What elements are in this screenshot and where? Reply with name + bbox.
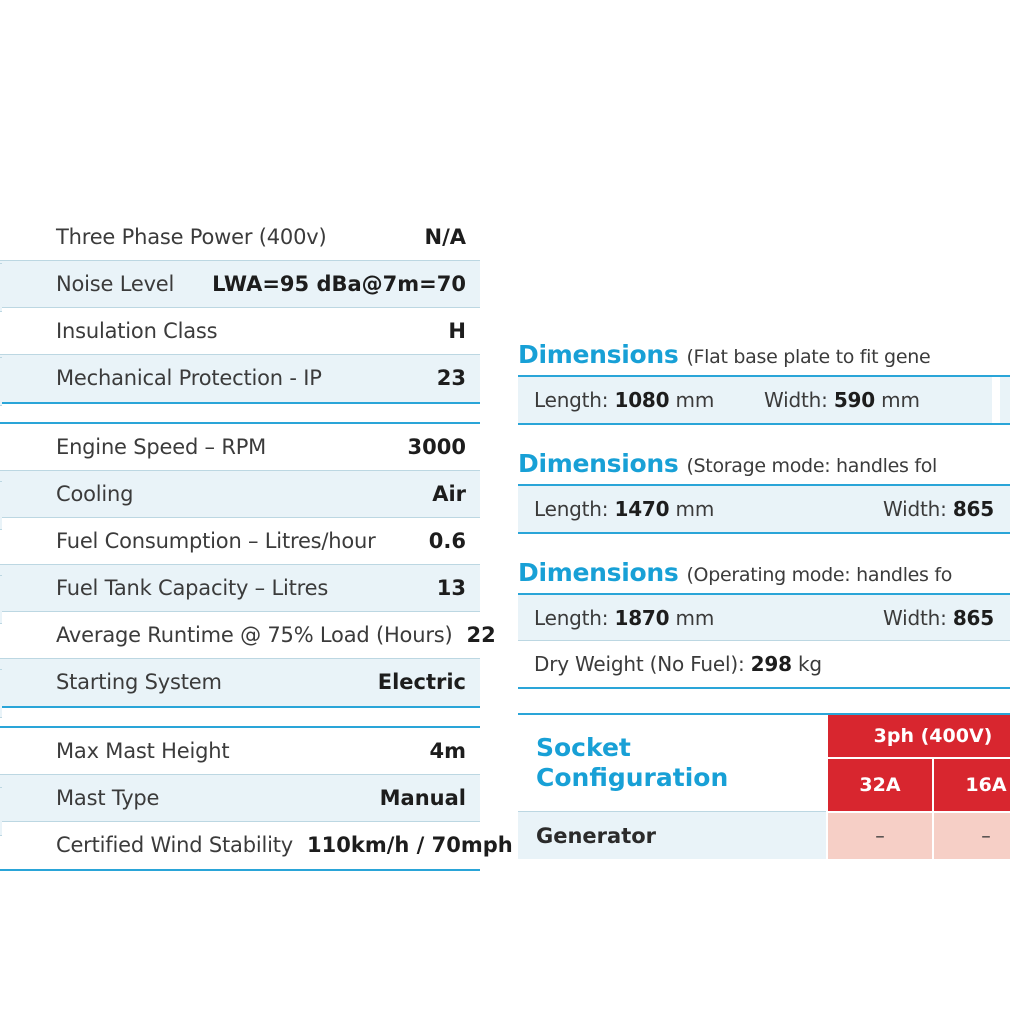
width-cell	[764, 606, 994, 630]
width-unit: mm	[881, 388, 920, 412]
specifications-table	[0, 214, 513, 889]
spec-label: Noise Level	[56, 272, 175, 296]
edge-stub	[0, 669, 2, 718]
socket-title-line2: Configuration	[536, 763, 729, 792]
spec-label: Three Phase Power (400v)	[56, 225, 327, 249]
socket-title-line1: Socket	[536, 733, 631, 762]
dimensions-title: Dimensions	[518, 449, 679, 478]
length-label: Length:	[534, 605, 609, 630]
dimensions-rows	[518, 593, 1010, 689]
length-cell	[534, 388, 764, 412]
spec-value: 23	[436, 366, 466, 390]
length-value: 1870	[614, 605, 670, 630]
spec-label: Fuel Consumption – Litres/hour	[56, 529, 376, 553]
spec-value: 0.6	[428, 529, 466, 553]
spec-label: Max Mast Height	[56, 739, 230, 763]
spec-value: 13	[436, 576, 466, 600]
spec-value: Electric	[377, 670, 466, 694]
spec-row	[0, 261, 480, 308]
length-unit: mm	[675, 388, 715, 412]
length-value: 1080	[614, 388, 670, 412]
spec-value: 110km/h / 70mph	[307, 833, 513, 857]
spec-row	[0, 355, 480, 402]
spec-row	[0, 518, 480, 565]
dimensions-heading	[518, 558, 1010, 593]
socket-configuration-table	[518, 713, 1010, 859]
dimensions-row	[518, 486, 1010, 532]
length-unit: mm	[675, 605, 715, 630]
dimensions-title: Dimensions	[518, 340, 679, 369]
length-label: Length:	[534, 497, 609, 521]
width-label: Width:	[764, 388, 828, 412]
spec-value: LWA=95 dBa@7m=70	[212, 272, 466, 296]
spec-group-engine	[0, 422, 496, 708]
socket-value-columns	[826, 715, 1010, 859]
spec-group-electrical	[0, 214, 480, 404]
socket-configuration-title	[518, 715, 826, 811]
width-value: 590	[833, 388, 875, 412]
spec-row	[0, 612, 496, 659]
socket-generator-values	[826, 811, 1010, 859]
length-label: Length:	[534, 388, 609, 412]
dimensions-subtitle: (Storage mode: handles fol	[686, 455, 938, 477]
width-value: 865	[952, 497, 994, 521]
spec-row	[0, 659, 480, 706]
edge-stub	[0, 263, 2, 312]
socket-value-16a: –	[932, 811, 1010, 859]
socket-amp-header-row	[826, 757, 1010, 811]
width-label: Width:	[883, 605, 947, 630]
dimensions-row	[518, 641, 1010, 687]
edge-stub	[0, 575, 2, 624]
spec-label: Starting System	[56, 670, 222, 694]
spec-label: Certified Wind Stability	[56, 833, 294, 857]
dry-weight-unit: kg	[798, 652, 822, 676]
dimensions-subtitle: (Operating mode: handles fo	[686, 564, 953, 586]
socket-row-label-generator: Generator	[518, 811, 826, 859]
dimensions-subtitle: (Flat base plate to fit gene	[686, 346, 931, 368]
spec-row	[0, 728, 480, 775]
dimensions-block-flat-base	[518, 340, 1010, 425]
spec-label: Mechanical Protection - IP	[56, 366, 322, 390]
length-cell	[534, 497, 764, 521]
dimensions-heading	[518, 449, 1010, 484]
spec-value: 4m	[429, 739, 466, 763]
spec-value: 3000	[407, 435, 466, 459]
spec-label: Mast Type	[56, 786, 160, 810]
socket-phase-header: 3ph (400V)	[826, 715, 1010, 757]
edge-stub	[0, 787, 2, 836]
width-cell	[764, 388, 994, 412]
spec-row	[0, 565, 480, 612]
spec-row	[0, 308, 480, 355]
column-gap	[992, 377, 1000, 423]
spec-label: Average Runtime @ 75% Load (Hours)	[56, 623, 453, 647]
spec-label: Engine Speed – RPM	[56, 435, 267, 459]
dry-weight-value: 298	[750, 652, 792, 676]
width-cell	[764, 497, 994, 521]
dry-weight-cell	[534, 652, 822, 676]
spec-value: H	[448, 319, 466, 343]
spec-value: Manual	[379, 786, 466, 810]
spec-value: N/A	[424, 225, 466, 249]
dry-weight-label: Dry Weight (No Fuel):	[534, 652, 745, 676]
width-label: Width:	[883, 497, 947, 521]
dimensions-row	[518, 595, 1010, 641]
socket-amp-16a: 16A	[932, 757, 1010, 811]
spec-row	[0, 471, 480, 518]
dimensions-row	[518, 377, 1010, 423]
spec-group-mast	[0, 726, 513, 871]
length-unit: mm	[675, 497, 715, 521]
spec-row	[0, 214, 480, 261]
spec-row	[0, 822, 513, 869]
length-cell	[534, 606, 764, 630]
socket-label-column	[518, 715, 826, 859]
edge-stub	[0, 357, 2, 406]
socket-value-32a: –	[826, 811, 932, 859]
width-value: 865	[952, 605, 994, 630]
spec-value: Air	[432, 482, 466, 506]
dimensions-rows	[518, 375, 1010, 425]
edge-stub	[0, 481, 2, 530]
dimensions-and-sockets	[518, 340, 1010, 859]
spec-label: Cooling	[56, 482, 134, 506]
spec-row	[0, 775, 480, 822]
spec-label: Insulation Class	[56, 319, 218, 343]
dimensions-heading	[518, 340, 1010, 375]
spec-value: 22	[466, 623, 496, 647]
dimensions-title: Dimensions	[518, 558, 679, 587]
dimensions-block-storage-mode	[518, 449, 1010, 534]
spec-row	[0, 424, 480, 471]
spec-label: Fuel Tank Capacity – Litres	[56, 576, 329, 600]
length-value: 1470	[614, 497, 670, 521]
dimensions-block-operating-mode	[518, 558, 1010, 689]
dimensions-rows	[518, 484, 1010, 534]
socket-amp-32a: 32A	[826, 757, 932, 811]
